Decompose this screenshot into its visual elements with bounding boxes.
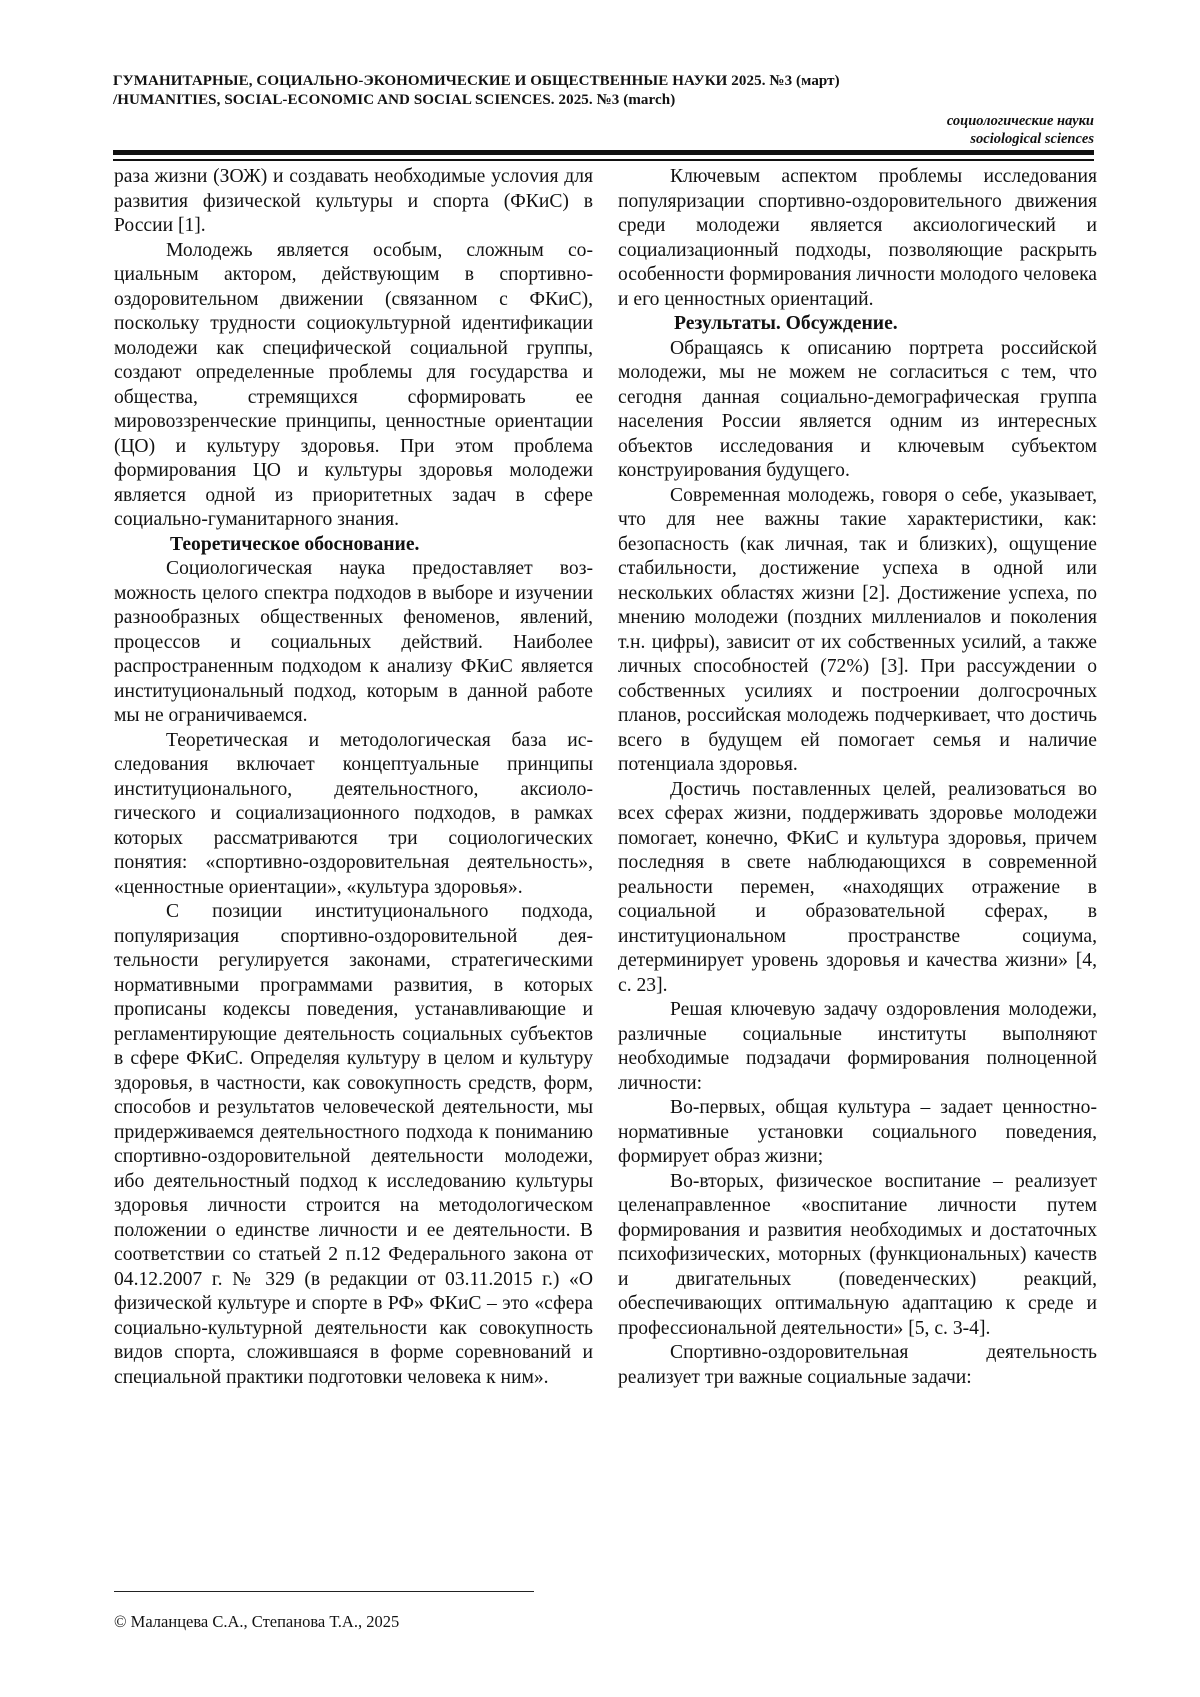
paragraph: Решая ключевую задачу оздоровления молодежи, различные социальные институты выполняют необходимые подзадачи формирования полноценной личности: [618,999,1097,1094]
section-label [947,112,1094,148]
paragraph: Молодежь является особым, сложным социальным актором, действующим в спортивно-оздоровительном движении (связанном с ФКиС), поскольку трудности социокультурной идентификации молодежи как специфической социальной группы, создают определенные проблемы для государства и общества, стремящихся сформировать ее мировоззренческие принципы, ценностные ориентации (ЦО) и культуру здоровья. При этом проблема формирования ЦО и культуры здоровья молодежи является одной из приоритетных задач в сфере социально-гуманитарного знания. [114,239,593,530]
section-label-ru: социологические науки [946,113,1094,129]
section-heading: Результаты. Обсуждение. [674,313,898,334]
paragraph: Социологическая наука предоставляет возможность целого спектра подходов в выборе и изучении разнообразных общественных феноменов, явлений, процессов и социальных действий. Наиболее распространенным подходом к анализу ФКиС является институциональный подход, которым в данной работе мы не ограничиваемся. [114,558,593,726]
paragraph: Обращаясь к описанию портрета российской молодежи, мы не можем не согласиться с тем, что сегодня данная социально-демографическая группа населения России является одним из интересных объектов исследования и ключевым субъектом конструирования будущего. [618,337,1097,481]
footnote-rule [114,1591,534,1592]
section-heading: Теоретическое обоснование. [170,533,420,555]
journal-title-ru: ГУМАНИТАРНЫЕ, СОЦИАЛЬНО-ЭКОНОМИЧЕСКИЕ И ОБЩЕСТВЕННЫЕ НАУКИ 2025. №3 (март) [113,73,840,89]
paragraph: Достичь поставленных целей, реализоваться во всех сферах жизни, поддерживать здоровье молодежи помогает, конечно, ФКиС и культура здоровья, причем последняя в свете наблюдающихся в современной реальности перемен, «находящих отражение в социальной и образовательной сферах, в институциональном пространстве социума, детерминирует уровень здоровья и качества жизни» [4, с. 23]. [618,778,1097,996]
paragraph: Современная молодежь, говоря о себе, указывает, что для нее важны такие характеристики, как: безопасность (как личная, так и близких), ощущение стабильности, достижение успеха в одной или нескольких областях жизни [2]. Достижение успеха, по мнению молодежи (поздних миллениалов и поколения т.н. цифры), зависит от их собственных усилий, а также личных способностей (72%) [3]. При рассуждении о собственных усилиях и построении долгосрочных планов, российская молодежь подчеркивает, что достичь всего в будущем ей помогает семья и наличие потенциала здоровья. [618,484,1097,775]
paragraph: Теоретическая и методологическая база исследования включает концептуальные принципы институционального, деятельностного, аксиологического и социализационного подходов, в рамках которых рассматриваются три социологических понятия: «спортивно-оздоровительная деятельность», «ценностные ориентации», «культура здоровья». [114,729,593,898]
paragraph: Во-вторых, физическое воспитание – реализует целенаправленное «воспитание личности путем формирования и развития необходимых и достаточных психофизических, моторных (функциональных) качеств и двигательных (поведенческих) реакций, обеспечивающих оптимальную адаптацию к среде и профессиональной деятельности» [5, с. 3-4]. [618,1170,1097,1339]
right-column [618,165,1097,1390]
paragraph: Во-первых, общая культура – задает ценностно-нормативные установки социального поведения, формирует образ жизни; [618,1097,1097,1167]
journal-title-en: /HUMANITIES, SOCIAL-ECONOMIC AND SOCIAL SCIENCES. 2025. №3 (march) [113,92,676,108]
running-header [113,72,1093,110]
paragraph: Спортивно-оздоровительная деятельность реализует три важные социальные задачи: [618,1342,1097,1388]
paragraph: раза жизни (ЗОЖ) и создавать необходимые услоvия для развития физической культуры и спорта (ФКиС) в России [1]. [114,166,593,236]
left-column [114,165,593,1390]
copyright-notice: © Маланцева С.А., Степанова Т.А., 2025 [114,1612,400,1631]
header-rule-thin [113,159,1094,161]
paragraph: Ключевым аспектом проблемы исследования популяризации спортивно-оздоровительного движения среди молодежи является аксиологический и социализационный подходы, позволяющие раскрыть особенности формирования личности молодого человека и его ценностных ориентаций. [618,166,1097,310]
section-label-en: sociological sciences [970,131,1094,147]
header-rule-thick [113,150,1094,155]
paragraph: С позиции институционального подхода, популяризация спортивно-оздоровительной деятельности регулируется законами, стратегическими нормативными программами развития, в которых прописаны кодексы поведения, устанавливающие и регламентирующие деятельность социальных субъектов в сфере ФКиС. Определяя культуру в целом и культуру здоровья, в частности, как совокупность средств, форм, способов и результатов человеческой деятельности, мы придерживаемся деятельностного подхода к пониманию спортивно-оздоровительной деятельности молодежи, ибо деятельностный подход к исследованию культуры здоровья личности строится на методологическом положении о единстве личности и ее деятельности. В соответствии со статьей 2 п.12 Федерального закона от 04.12.2007 г. № 329 (в редакции от 03.11.2015 г.) «О физической культуре и спорте в РФ» ФКиС – это «сфера социально-культурной деятельности как совокупность видов спорта, сложившаяся в форме соревнований и специальной практики подготовки человека к ним». [114,901,593,1388]
